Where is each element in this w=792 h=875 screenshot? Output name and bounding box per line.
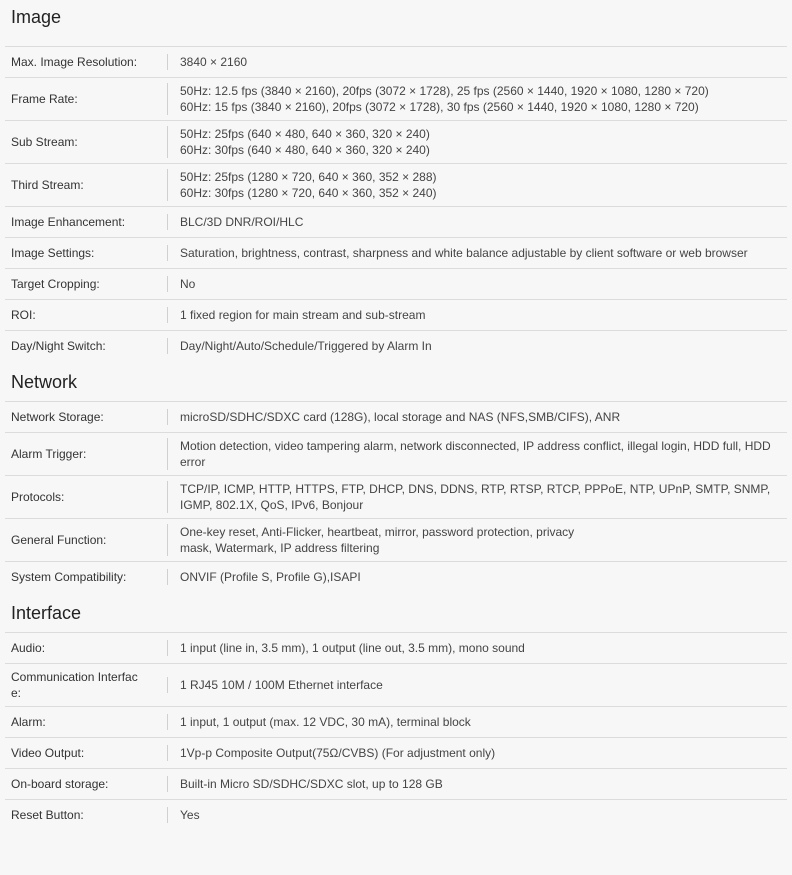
row-value: mask, Watermark, IP address filtering bbox=[180, 541, 380, 555]
table-row bbox=[5, 800, 787, 831]
table-row bbox=[5, 633, 787, 664]
table-row bbox=[5, 433, 787, 476]
row-value: 3840 × 2160 bbox=[180, 55, 248, 69]
row-value: Day/Night/Auto/Schedule/Triggered by Alarm In bbox=[180, 339, 432, 353]
row-value: 1 input (line in, 3.5 mm), 1 output (line out, 3.5 mm), mono sound bbox=[180, 641, 525, 655]
row-label: Third Stream: bbox=[5, 164, 167, 207]
table-row bbox=[5, 707, 787, 738]
row-value: Yes bbox=[180, 808, 200, 822]
row-label: Network Storage: bbox=[5, 402, 167, 433]
row-value: Motion detection, video tampering alarm, network disconnected, IP address conflict, illegal login, HDD full, HDD bbox=[180, 439, 771, 453]
table-row bbox=[5, 331, 787, 362]
table-row bbox=[5, 738, 787, 769]
row-value: Saturation, brightness, contrast, sharpness and white balance adjustable by client software or web browser bbox=[180, 246, 748, 260]
row-label: Protocols: bbox=[5, 476, 167, 519]
table-row bbox=[5, 769, 787, 800]
table-row bbox=[5, 238, 787, 269]
row-label: Image Enhancement: bbox=[5, 207, 167, 238]
table-row bbox=[5, 476, 787, 519]
row-value: 50Hz: 12.5 fps (3840 × 2160), 20fps (3072 × 1728), 25 fps (2560 × 1440, 1920 × 1080, 1280 × 720) bbox=[180, 84, 709, 98]
table-row bbox=[5, 121, 787, 164]
spec-table-image bbox=[5, 46, 787, 361]
row-label: Day/Night Switch: bbox=[5, 331, 167, 362]
table-row bbox=[5, 402, 787, 433]
table-row bbox=[5, 207, 787, 238]
row-value: 1 RJ45 10M / 100M Ethernet interface bbox=[180, 678, 383, 692]
row-label: Alarm: bbox=[5, 707, 167, 738]
row-label: Frame Rate: bbox=[5, 78, 167, 121]
row-label: Max. Image Resolution: bbox=[5, 47, 167, 78]
table-row bbox=[5, 519, 787, 562]
row-value: 1 fixed region for main stream and sub-stream bbox=[180, 308, 426, 322]
row-label: Reset Button: bbox=[5, 800, 167, 831]
spec-table-interface bbox=[5, 632, 787, 830]
row-value: error bbox=[180, 455, 206, 469]
table-row bbox=[5, 664, 787, 707]
row-label: Image Settings: bbox=[5, 238, 167, 269]
row-value: IGMP, 802.1X, QoS, IPv6, Bonjour bbox=[180, 498, 364, 512]
row-label: ROI: bbox=[5, 300, 167, 331]
row-value: 1Vp-p Composite Output(75Ω/CVBS) (For adjustment only) bbox=[180, 746, 496, 760]
row-value: 60Hz: 30fps (640 × 480, 640 × 360, 320 × 240) bbox=[180, 143, 430, 157]
row-label: On-board storage: bbox=[5, 769, 167, 800]
row-label: System Compatibility: bbox=[5, 562, 167, 593]
table-row bbox=[5, 47, 787, 78]
row-value: TCP/IP, ICMP, HTTP, HTTPS, FTP, DHCP, DNS, DDNS, RTP, RTSP, RTCP, PPPoE, NTP, UPnP, SMTP, SNMP, bbox=[180, 482, 771, 496]
row-label-continued: e: bbox=[11, 686, 22, 700]
table-row bbox=[5, 164, 787, 207]
row-value: 50Hz: 25fps (1280 × 720, 640 × 360, 352 × 288) bbox=[180, 170, 437, 184]
row-value: ONVIF (Profile S, Profile G),ISAPI bbox=[180, 570, 361, 584]
row-value: 1 input, 1 output (max. 12 VDC, 30 mA), terminal block bbox=[180, 715, 471, 729]
row-label: Communication Interfac bbox=[11, 670, 138, 684]
spec-page bbox=[5, 0, 787, 830]
spec-table-network bbox=[5, 401, 787, 592]
row-label: Video Output: bbox=[5, 738, 167, 769]
row-value: No bbox=[180, 277, 196, 291]
section-title-network: Network bbox=[11, 372, 78, 392]
row-label: Audio: bbox=[5, 633, 167, 664]
table-row bbox=[5, 562, 787, 593]
row-label: Alarm Trigger: bbox=[5, 433, 167, 476]
row-label: Target Cropping: bbox=[5, 269, 167, 300]
row-value: Built-in Micro SD/SDHC/SDXC slot, up to 128 GB bbox=[180, 777, 443, 791]
row-label: Sub Stream: bbox=[5, 121, 167, 164]
section-title-image: Image bbox=[11, 7, 62, 27]
row-label: General Function: bbox=[5, 519, 167, 562]
row-value: One-key reset, Anti-Flicker, heartbeat, mirror, password protection, privacy bbox=[180, 525, 575, 539]
table-row bbox=[5, 300, 787, 331]
row-value: BLC/3D DNR/ROI/HLC bbox=[180, 215, 304, 229]
row-value: microSD/SDHC/SDXC card (128G), local storage and NAS (NFS,SMB/CIFS), ANR bbox=[180, 410, 621, 424]
section-title-interface: Interface bbox=[11, 603, 82, 623]
row-value: 60Hz: 30fps (1280 × 720, 640 × 360, 352 × 240) bbox=[180, 186, 437, 200]
table-row bbox=[5, 269, 787, 300]
row-value: 50Hz: 25fps (640 × 480, 640 × 360, 320 × 240) bbox=[180, 127, 430, 141]
row-value: 60Hz: 15 fps (3840 × 2160), 20fps (3072 × 1728), 30 fps (2560 × 1440, 1920 × 1080, 1280 × 720) bbox=[180, 100, 699, 114]
table-row bbox=[5, 78, 787, 121]
